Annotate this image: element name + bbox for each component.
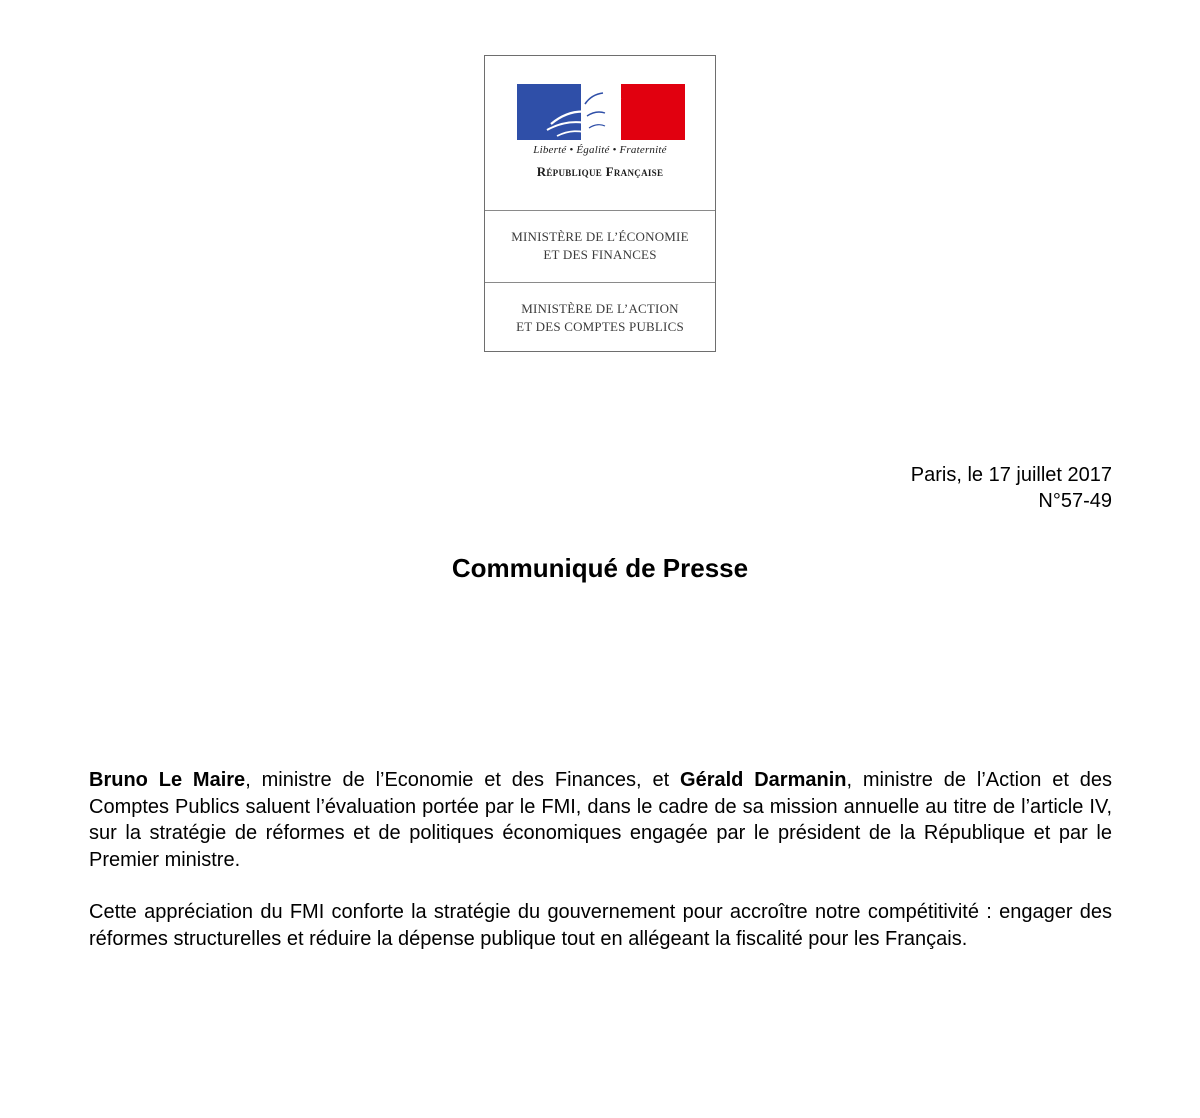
paragraph-1 [89, 767, 1112, 873]
reference-number: N°57-49 [1038, 490, 1112, 512]
ministry-1-line-1: MINISTÈRE DE L’ÉCONOMIE [511, 229, 689, 244]
marianne-flag-icon [517, 84, 685, 140]
ministry-1-line-2: ET DES FINANCES [543, 247, 657, 262]
republique-francaise-label: République Française [536, 164, 664, 179]
republic-motto: Liberté • Égalité • Fraternité [533, 144, 667, 156]
date-text: Paris, le 17 juillet 2017 [910, 464, 1112, 486]
ministry-economy-finances [485, 211, 715, 283]
ministry-action-comptes-publics [485, 283, 715, 351]
dateline [911, 462, 1112, 514]
paragraph-2: Cette appréciation du FMI conforte la stratégie du gouvernement pour accroître notre compétitivité : engager des réformes structurelles et réduire la dépense publique tout en allégeant la fiscalité pour les Français. [89, 901, 1112, 950]
press-release-body [89, 767, 1112, 952]
ministry-2-line-1: MINISTÈRE DE L’ACTION [521, 301, 679, 316]
paragraph-1-text-2: , ministre de l’Action et des Comptes Publics saluent l’évaluation portée par le FMI, dans le cadre de sa mission annuelle au titre de l’article IV, sur la stratégie de réformes et de politiques économiques engagée par le président de la République et par le Premier ministre. [89, 769, 1112, 871]
minister-name-1: Bruno Le Maire [89, 769, 246, 791]
government-logo-block [484, 55, 716, 352]
paragraph-1-text-1: , ministre de l’Economie et des Finances, et [245, 769, 681, 791]
minister-name-2: Gérald Darmanin [680, 769, 847, 791]
ministry-2-line-2: ET DES COMPTES PUBLICS [516, 319, 684, 334]
page-title: Communiqué de Presse [451, 553, 749, 583]
republique-francaise-logo [485, 56, 715, 211]
